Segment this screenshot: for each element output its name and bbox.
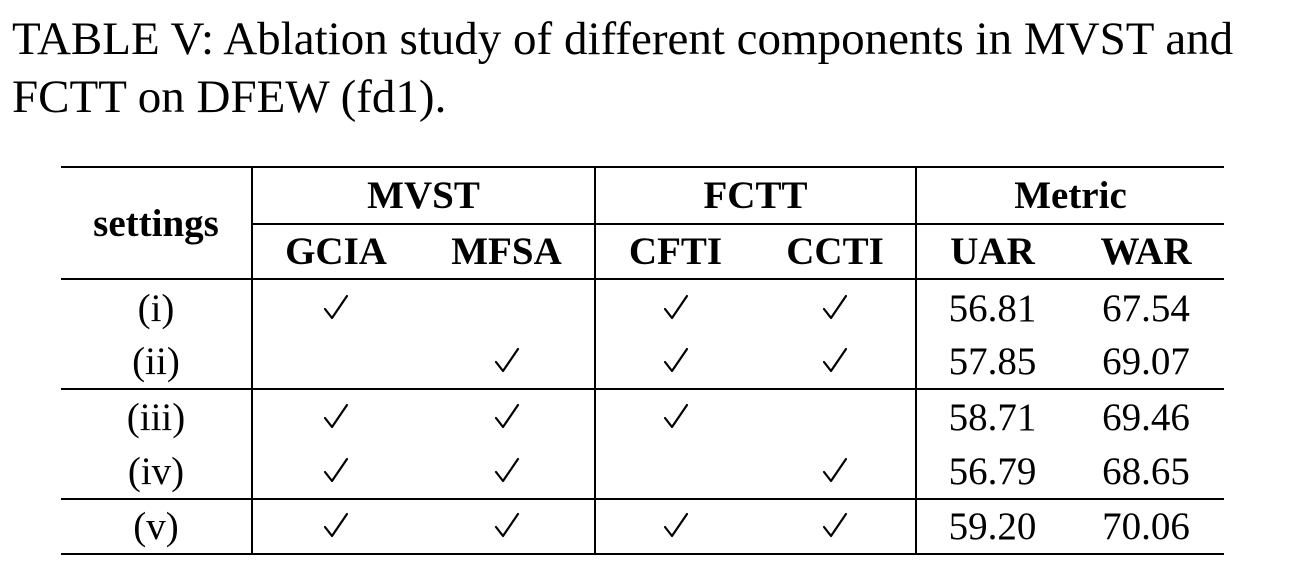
cell-ccti [755,499,916,554]
settings-cell: (iii) [61,389,252,444]
cell-war: 69.46 [1068,389,1224,444]
check-mark-icon [821,456,849,484]
check-mark-icon [662,511,690,539]
settings-header: settings [61,167,252,279]
cell-uar: 56.81 [948,287,1037,330]
cell-gcia [252,389,419,444]
settings-cell: (ii) [61,334,252,389]
check-mark-icon [662,346,690,374]
cell-uar: 58.71 [916,389,1068,444]
settings-cell: (v) [61,499,252,554]
check-mark-icon [322,456,350,484]
group-header-fctt: FCTT [595,167,916,224]
cell-ccti [755,279,916,334]
check-mark-icon [493,346,521,374]
check-mark-icon [662,402,690,430]
cell-ccti [755,444,916,499]
table-body [61,279,1224,554]
cell-war: 67.54 [1102,287,1190,330]
check-mark-icon [322,402,350,430]
table-caption: TABLE V: Ablation study of different components in MVST and FCTT on DFEW (fd1). [12,13,1234,123]
cell-war: 68.65 [1102,449,1190,493]
cell-ccti [755,389,916,444]
table-row [61,499,1224,554]
cell-mfsa [419,389,595,444]
cell-war: 69.07 [1102,339,1190,383]
column-header-cfti: CFTI [595,224,755,279]
cell-mfsa [419,499,595,554]
cell-cfti [595,279,755,334]
cell-gcia [252,499,419,554]
check-mark-icon [821,511,849,539]
cell-uar: 57.85 [948,339,1037,383]
settings-cell: (i) [61,279,252,334]
cell-cfti [595,499,755,554]
cell-uar: 59.20 [916,499,1068,554]
column-header-uar: UAR [916,224,1068,279]
column-header-war: WAR [1068,224,1224,279]
cell-gcia [252,279,419,334]
cell-cfti [595,389,755,444]
check-mark-icon [821,346,849,374]
check-mark-icon [662,293,690,321]
column-header-mfsa: MFSA [419,224,595,279]
cell-mfsa [419,279,595,334]
table-row [61,444,1224,499]
column-header-ccti: CCTI [755,224,916,279]
check-mark-icon [493,402,521,430]
check-mark-icon [322,293,350,321]
cell-cfti [595,444,755,499]
cell-cfti [595,334,755,389]
table-row [61,279,1224,334]
table-row [61,334,1224,389]
check-mark-icon [493,511,521,539]
check-mark-icon [322,511,350,539]
cell-uar: 56.79 [948,449,1037,493]
check-mark-icon [493,456,521,484]
cell-mfsa [419,334,595,389]
cell-gcia [252,334,419,389]
cell-war: 70.06 [1068,499,1224,554]
cell-mfsa [419,444,595,499]
ablation-table [61,166,1224,555]
group-header-mvst: MVST [252,167,595,224]
cell-gcia [252,444,419,499]
table-row [61,389,1224,444]
group-header-metric: Metric [916,167,1224,224]
cell-ccti [755,334,916,389]
check-mark-icon [821,293,849,321]
column-header-gcia: GCIA [252,224,419,279]
settings-cell: (iv) [61,444,252,499]
